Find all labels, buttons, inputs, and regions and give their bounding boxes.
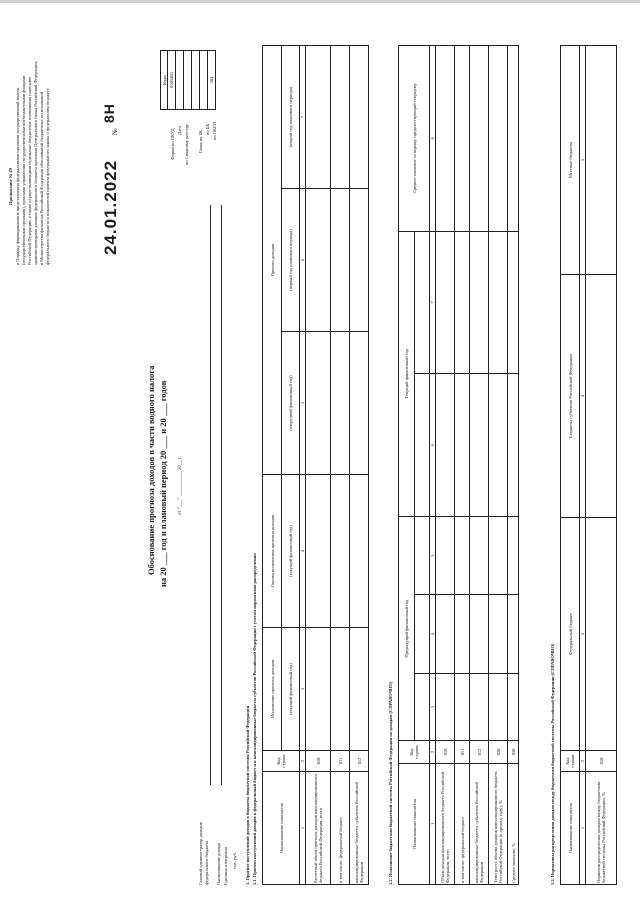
col-sub <box>414 673 430 741</box>
form-date-line: от "___" __________ 20__ г. <box>178 456 183 515</box>
table-row <box>470 46 489 885</box>
row-cell <box>331 189 350 332</box>
row-name: Расчетный объем прогноза доходов консолидированного бюджета Российской Федерации, всего <box>306 772 331 885</box>
codes-header: Коды <box>161 51 168 110</box>
col-num: 5 <box>300 332 306 475</box>
row-cell <box>470 374 489 517</box>
forecast-table <box>262 45 369 885</box>
col-code: Код строки <box>263 751 300 772</box>
row-cell <box>331 332 350 475</box>
col-forecast: Прогноз доходов <box>263 46 282 475</box>
codes-okei-value: 384 <box>208 51 216 110</box>
row-name: Объем доходов консолидированного бюджета Российской Федерации, всего <box>436 763 455 884</box>
col-num: 5 <box>430 517 436 595</box>
col-local: Местные бюджеты <box>561 46 580 275</box>
row-cell <box>455 231 470 374</box>
row-cell <box>508 231 519 374</box>
row-code: 030 <box>508 741 519 764</box>
row-code: 010 <box>306 751 331 772</box>
row-cell <box>508 673 519 741</box>
col-num: 2 <box>580 751 586 772</box>
appendix-line: федерального бюджета и показателей проекта федерального закона о федеральном бюджете <box>45 88 50 265</box>
codes-label: Глава по БК <box>198 129 203 153</box>
row-cell <box>436 673 455 741</box>
row-code: 012 <box>350 751 369 772</box>
col-subjects: Бюджеты субъектов Российской Федерации <box>561 275 580 518</box>
section13-title: 1.3. Нормативы распределения доходов между бюджетами бюджетной системы Российской Федерации (СПРАВОЧНО) <box>550 643 555 885</box>
table-row <box>331 46 350 885</box>
codes-date-cell <box>176 51 184 110</box>
row-cell <box>306 332 331 475</box>
row-cell <box>306 189 331 332</box>
row-name: Темп роста объема доходов консолидированного бюджета Российской Федерации (к предыд. году), % <box>489 763 508 884</box>
row-cell <box>489 374 508 517</box>
row-cell <box>586 518 617 751</box>
row-name: консолидированные бюджеты субъектов Российской Федерации <box>350 772 369 885</box>
form-title-period: на 20 ___ год и плановый период 20 ___ и 20 ___ годов <box>158 380 168 587</box>
appendix-line: к Порядку формирования и представления федеральными органами государственной власти <box>15 87 20 265</box>
col-federal: Федеральный бюджет <box>561 518 580 751</box>
codes-okud-value: 0505485 <box>168 51 176 110</box>
codes-bk-cell <box>200 51 208 110</box>
col-sub <box>414 595 430 673</box>
stamp-number: 8Н <box>101 103 117 123</box>
row-cell <box>489 231 508 374</box>
row-cell <box>350 332 369 475</box>
row-cell <box>331 46 350 189</box>
income-label: Наименование дохода <box>216 842 221 885</box>
row-cell <box>306 475 331 628</box>
row-cell <box>586 46 617 275</box>
row-name: консолидированные бюджеты субъектов Российской Федерации <box>470 763 489 884</box>
row-cell <box>436 374 455 517</box>
row-cell <box>508 46 519 232</box>
col-num: 1 <box>580 772 586 885</box>
row-cell <box>470 231 489 374</box>
table-row <box>455 46 470 885</box>
execution-table <box>398 45 519 885</box>
col-eval-sub: (текущий финансовый год) <box>282 475 300 628</box>
col-num: 2 <box>430 741 436 764</box>
col-eval: Оценка исполнения прогноза доходов <box>263 475 282 628</box>
codes-label: по Сводному реестру <box>184 124 189 165</box>
unit-value: тыс. руб. <box>232 851 237 869</box>
row-cell <box>306 628 331 751</box>
col-f3: (второй год планового периода) <box>282 46 300 189</box>
row-code: 020 <box>489 741 508 764</box>
row-code: 011 <box>331 751 350 772</box>
col-num: 3 <box>300 628 306 751</box>
row-cell <box>350 46 369 189</box>
col-num: 1 <box>300 772 306 885</box>
row-cell <box>350 189 369 332</box>
row-cell <box>508 374 519 517</box>
section1-title: 1. Прогноз поступлений доходов в бюджеты бюджетной системы Российской Федерации <box>245 705 250 885</box>
col-exec-sub: (текущий финансовый год) <box>282 628 300 751</box>
stamp-number-sign: № <box>111 128 119 135</box>
admin-label: Главный администратор доходов федерального бюджета <box>198 822 209 885</box>
row-cell <box>350 628 369 751</box>
codes-label: по ОКЕИ <box>212 121 217 140</box>
table-row <box>350 46 369 885</box>
col-num: 2 <box>300 751 306 772</box>
row-cell <box>470 517 489 595</box>
row-cell <box>508 595 519 673</box>
col-num: 6 <box>300 189 306 332</box>
col-num: 6 <box>430 374 436 517</box>
col-cur-year: Текущий финансовый год <box>399 231 415 516</box>
row-cell <box>508 517 519 595</box>
row-cell <box>455 46 470 232</box>
row-cell <box>306 46 331 189</box>
row-cell <box>436 46 455 232</box>
row-cell <box>470 595 489 673</box>
col-average: Среднее значение за период, предшествующий текущему <box>399 46 430 232</box>
codes-chapter-cell <box>192 51 200 110</box>
col-num: 1 <box>430 763 436 884</box>
col-name: Наименование показателя <box>561 772 580 885</box>
col-num: 7 <box>430 231 436 374</box>
row-cell <box>455 673 470 741</box>
table-row <box>508 46 519 885</box>
table-row <box>586 46 617 885</box>
row-cell <box>489 46 508 232</box>
col-num: 8 <box>430 46 436 232</box>
row-cell <box>436 517 455 595</box>
unit-label: Единица измерения <box>223 847 228 885</box>
row-cell <box>470 46 489 232</box>
section12-title: 1.2. Исполнение бюджетами бюджетной системы Российской Федерации по доходам (СПРАВОЧНО) <box>388 681 393 885</box>
row-code: 012 <box>470 741 489 764</box>
codes-registry-cell <box>184 51 192 110</box>
row-cell <box>586 275 617 518</box>
row-cell <box>489 595 508 673</box>
row-name: в том числе: федеральный бюджет <box>455 763 470 884</box>
row-name: в том числе: федеральный бюджет <box>331 772 350 885</box>
income-underline <box>221 205 222 785</box>
row-code: 011 <box>455 741 470 764</box>
codes-table <box>160 50 216 110</box>
row-cell <box>489 673 508 741</box>
col-sub <box>414 374 430 517</box>
col-code: Код строки <box>399 741 430 764</box>
row-cell <box>331 628 350 751</box>
row-cell <box>436 231 455 374</box>
col-f2: (первый год планового периода) <box>282 189 300 332</box>
codes-label: Дата <box>177 126 182 135</box>
appendix-title: Приложение № 49 <box>8 168 13 205</box>
col-num: 3 <box>430 673 436 741</box>
appendix-line: Российской Федерации, а также осуществляющими отдельные бюджетные полномочия главными <box>27 77 32 265</box>
row-code: 010 <box>436 741 455 764</box>
col-num: 7 <box>300 46 306 189</box>
row-cell <box>350 475 369 628</box>
form-title: Обоснование прогноза доходов в части водного налога <box>146 365 156 575</box>
table-row <box>436 46 455 885</box>
row-cell <box>455 517 470 595</box>
col-sub <box>414 231 430 374</box>
col-name: Наименование показателя <box>399 763 430 884</box>
col-name: Наименование показателя <box>263 772 300 885</box>
row-cell <box>436 595 455 673</box>
col-prev-year: Предыдущий финансовый год <box>399 517 415 741</box>
row-cell <box>455 374 470 517</box>
distribution-table <box>560 45 617 885</box>
codes-label: Форма по ОКУД <box>170 128 175 160</box>
col-num: 3 <box>580 518 586 751</box>
col-f1: (очередной финансовый год) <box>282 332 300 475</box>
table-row <box>489 46 508 885</box>
col-sub <box>414 517 430 595</box>
row-cell <box>455 595 470 673</box>
row-name: Норматив распределения доходов между бюджетами бюджетной системы Российской Федерации, % <box>586 772 617 885</box>
col-num: 4 <box>430 595 436 673</box>
col-num: 4 <box>580 275 586 518</box>
row-code: 010 <box>586 751 617 772</box>
appendix-line: в Министерство финансов Российской Федерации обоснований бюджетных ассигнований <box>39 91 44 265</box>
admin-underline <box>210 205 211 785</box>
row-cell <box>470 673 489 741</box>
codes-label: по БК <box>205 123 210 135</box>
section11-title: 1.1. Прогноз поступлений доходов в федеральный бюджет и в консолидированные бюджеты субъектов Российской Федерации с учетом нормативов распределения <box>252 553 257 885</box>
col-num: 5 <box>580 46 586 275</box>
row-cell <box>489 517 508 595</box>
registration-date-stamp: 24.01.2022 <box>101 159 120 255</box>
col-code: Код строки <box>561 751 580 772</box>
row-cell <box>331 475 350 628</box>
row-name: Среднее значение, % <box>508 763 519 884</box>
appendix-line: (государственными органами), органами управления государственными внебюджетными фондами <box>21 75 26 265</box>
table-row <box>306 46 331 885</box>
col-exec: Исполнение прогноза доходов <box>263 628 282 751</box>
col-num: 4 <box>300 475 306 628</box>
appendix-line: администраторами доходов федерального бюджета органами Центрального банка Российской Федерации, <box>33 61 38 265</box>
